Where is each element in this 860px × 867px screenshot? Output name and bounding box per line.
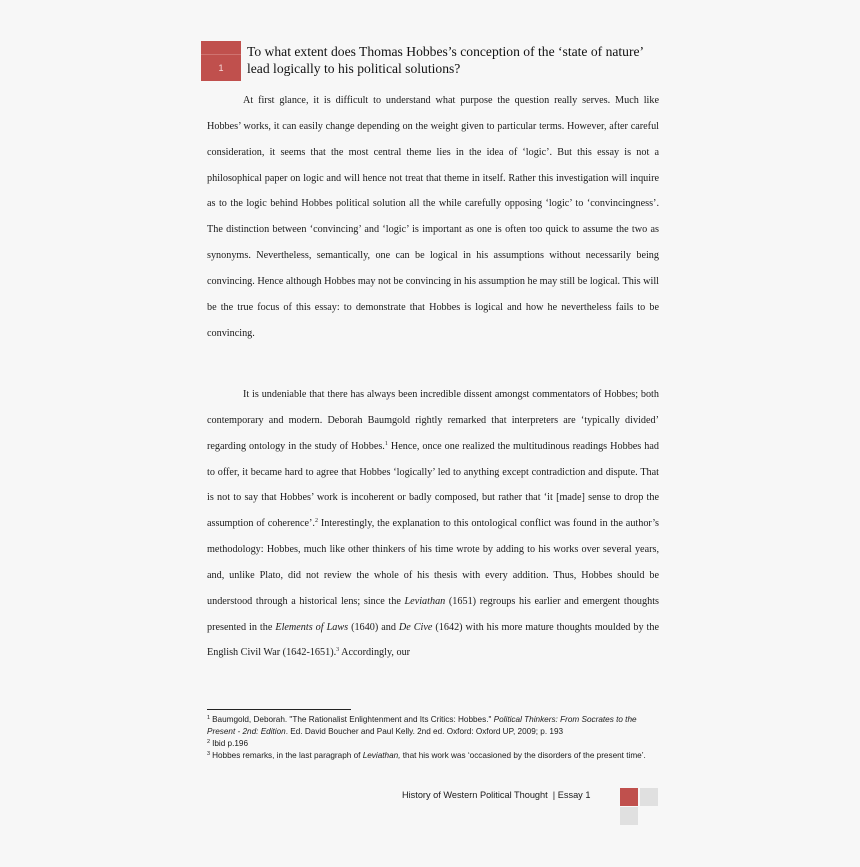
paragraph-2-text: It is undeniable that there has always been incredible dissent amongst commentators of Hobbes; both contemporary and modern. Deborah Baumgold rightly remarked that interpreters are ‘typically divided’ regarding ontology in the study of Hobbes. [207,389,659,452]
essay-title: To what extent does Thomas Hobbes’s conception of the ‘state of nature’ lead logically to his political solutions? [247,44,644,76]
footnote-text: Baumgold, Deborah. "The Rationalist Enlightenment and Its Critics: Hobbes." [212,715,494,724]
footer-gray-square-right [640,788,658,806]
footnote-book-title: Political Thinkers: From Socrates to the Present - 2nd: Edition [207,715,637,736]
paragraph-2-text: (1640) and [348,621,399,633]
footnote-book-title: Leviathan, [362,751,401,760]
footnote-text: that his work was ‘occasioned by the disorders of the present time’. [400,751,646,760]
footnote-separator [207,709,351,710]
paragraph-2-text: Interestingly, the explanation to this ontological conflict was found in the author’s methodology: Hobbes, much like other thinkers of his time wrote by adding to his works over several years, and, unlike Plato, did not review the whole of his thesis with every addition. Thus, Hobbes should be understood through a historical lens; since the [207,518,659,607]
footer-accent-square [620,788,638,806]
footnote-text: . Ed. David Boucher and Paul Kelly. 2nd ed. Oxford: Oxford UP, 2009; p. 193 [285,727,564,736]
work-title-de-cive: De Cive [398,621,433,633]
footer-gray-square-below [620,807,638,825]
work-title-elements-of-laws: Elements of Laws [275,621,349,633]
footnote-number: 3 [207,751,211,757]
footnote-3 [207,750,662,762]
chapter-number: 1 [218,63,224,73]
paragraph-1: At first glance, it is difficult to understand what purpose the question really serves. Much like Hobbes’ works, it can easily change depending on the weight given to particular terms. However, after careful consideration, it seems that the most central theme lies in the idea of ‘logic’. But this essay is not a philosophical paper on logic and will hence not treat that theme in itself. Rather this investigation will inquire as to the logic behind Hobbes political solution all the while carefully opposing ‘logic’ to ‘convincingness’. The distinction between ‘convincing’ and ‘logic’ is important as one is often too quick to assume the two as synonyms. Nevertheless, semantically, one can be logical in his assumptions without necessarily being convincing. Hence although Hobbes may not be convincing in his assumption he may still be logical. This will be the true focus of this essay: to demonstrate that Hobbes is logical and how he nevertheless fails to be convincing. [207,95,659,339]
footnote-ref-1[interactable]: 1 [384,440,388,447]
page-footer-text: History of Western Political Thought | Essay 1 [402,790,591,800]
paragraph-2-text: Hence, once one realized the multitudinous readings Hobbes had to offer, it became hard to agree that Hobbes ‘logically’ led to anything except contradiction and dispute. That is not to say that Hobbes’ work is incoherent or badly composed, but rather that ‘it [made] sense to drop the assumption of coherence’. [207,440,659,530]
paragraph-2-text: (1651) regroups his earlier and emergent thoughts presented in the [207,595,659,633]
chapter-number-badge [201,41,241,81]
footnote-1 [207,714,662,738]
footnote-text: Hobbes remarks, in the last paragraph of [212,751,363,760]
paragraph-2-text: Accordingly, our [339,647,411,659]
footnote-text: Ibid p.196 [212,739,249,748]
footnotes-section [207,714,662,762]
footnote-ref-3[interactable]: 3 [336,647,340,654]
paragraph-2-text: (1642) with his more mature thoughts moulded by the English Civil War (1642-1651). [207,621,659,659]
footnote-number: 2 [207,739,211,745]
footnote-ref-2[interactable]: 2 [314,518,318,525]
footnote-2 [207,738,662,750]
paragraph-2 [207,382,659,666]
footnote-number: 1 [207,715,211,721]
work-title-leviathan: Leviathan [404,595,446,607]
